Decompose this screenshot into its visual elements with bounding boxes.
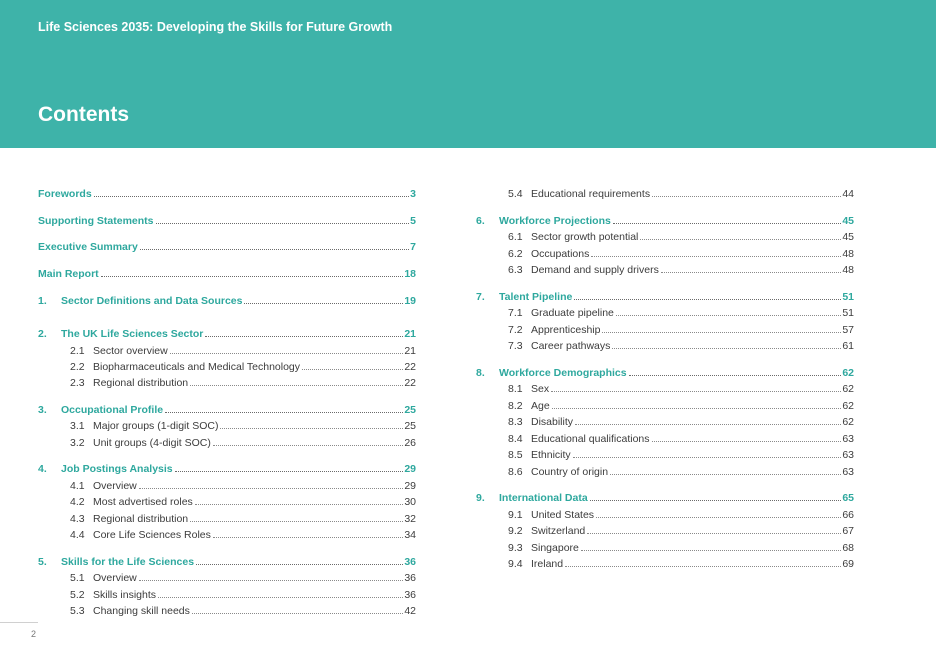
toc-entry-number: 3.2 [70, 437, 85, 449]
toc-entry-number: 4.3 [70, 513, 85, 525]
toc-entry-page: 29 [404, 463, 416, 475]
toc-entry-title: Sector Definitions and Data Sources [61, 295, 243, 307]
toc-entry-title: Workforce Projections [499, 215, 611, 227]
toc-entry-number: 8.2 [508, 400, 523, 412]
toc-entry-page: 21 [404, 328, 416, 340]
toc-entry-title: Job Postings Analysis [61, 463, 173, 475]
toc-entry-title: Occupational Profile [61, 404, 164, 416]
dot-leader [652, 196, 841, 197]
toc-entry-title: Career pathways [531, 340, 611, 352]
toc-entry-title: Educational qualifications [531, 433, 650, 445]
toc-entry-page: 48 [842, 248, 854, 260]
toc-entry-title: Core Life Sciences Roles [93, 529, 211, 541]
toc-entry-page: 61 [842, 340, 854, 352]
toc-entry-number: 9.1 [508, 509, 523, 521]
toc-entry-title: Skills for the Life Sciences [61, 556, 195, 568]
toc-entry-page: 63 [842, 449, 854, 461]
toc-entry[interactable] [508, 322, 854, 336]
toc-entry-page: 65 [842, 492, 854, 504]
toc-entry-page: 62 [842, 383, 854, 395]
toc-entry[interactable] [508, 246, 854, 260]
toc-entry[interactable] [508, 556, 854, 570]
toc-entry-title: Main Report [38, 268, 99, 280]
toc-entry[interactable] [508, 262, 854, 276]
toc-entry-number: 5.2 [70, 589, 85, 601]
toc-entry-number: 9.2 [508, 525, 523, 537]
toc-entry-number: 7. [476, 291, 485, 303]
toc-entry-number: 7.2 [508, 324, 523, 336]
toc-entry-title: Ireland [531, 558, 564, 570]
toc-entry-page: 22 [404, 361, 416, 373]
toc-entry-page: 66 [842, 509, 854, 521]
toc-entry-title: Regional distribution [93, 513, 189, 525]
page-number: 2 [31, 629, 37, 639]
toc-entry-number: 1. [38, 295, 47, 307]
toc-entry[interactable] [476, 490, 854, 504]
toc-entry-title: United States [531, 509, 595, 521]
dot-leader [587, 533, 841, 534]
toc-entry-page: 26 [404, 437, 416, 449]
document-title: Life Sciences 2035: Developing the Skills for Future Growth [38, 20, 393, 34]
toc-entry-number: 6.3 [508, 264, 523, 276]
toc-entry-page: 51 [842, 291, 854, 303]
toc-entry-number: 4. [38, 463, 47, 475]
toc-entry-number: 6.2 [508, 248, 523, 260]
toc-entry-page: 62 [842, 416, 854, 428]
toc-entry-title: Forewords [38, 188, 92, 200]
toc-entry-title: Sector growth potential [531, 231, 639, 243]
toc-entry[interactable] [508, 447, 854, 461]
toc-entry-page: 18 [404, 268, 416, 280]
toc-entry-title: Singapore [531, 542, 579, 554]
toc-entry[interactable] [476, 213, 854, 227]
toc-entry-page: 29 [404, 480, 416, 492]
toc-entry-page: 25 [404, 420, 416, 432]
toc-entry-title: Changing skill needs [93, 605, 190, 617]
toc-entry-page: 63 [842, 466, 854, 478]
toc-entry-page: 30 [404, 496, 416, 508]
toc-entry[interactable] [508, 381, 854, 395]
dot-leader [551, 391, 841, 392]
toc-entry-title: Country of origin [531, 466, 609, 478]
toc-entry-title: Apprenticeship [531, 324, 601, 336]
toc-entry-title: Skills insights [93, 589, 157, 601]
toc-entry-title: Regional distribution [93, 377, 189, 389]
toc-entry-number: 2. [38, 328, 47, 340]
toc-entry-title: Most advertised roles [93, 496, 193, 508]
toc-entry-title: Switzerland [531, 525, 586, 537]
toc-entry-page: 36 [404, 556, 416, 568]
toc-entry-page: 19 [404, 295, 416, 307]
toc-entry[interactable] [476, 289, 854, 303]
toc-entry-page: 44 [842, 188, 854, 200]
toc-entry-page: 7 [410, 241, 416, 253]
toc-entry-title: Age [531, 400, 550, 412]
toc-entry-number: 5.4 [508, 188, 523, 200]
dot-leader [575, 424, 841, 425]
dot-leader [616, 315, 841, 316]
toc-entry-number: 9.3 [508, 542, 523, 554]
toc-entry-page: 36 [404, 589, 416, 601]
toc-entry-number: 8.6 [508, 466, 523, 478]
toc-entry-page: 62 [842, 367, 854, 379]
toc-entry-page: 25 [404, 404, 416, 416]
toc-entry[interactable] [508, 414, 854, 428]
toc-entry-title: Biopharmaceuticals and Medical Technology [93, 361, 301, 373]
toc-entry-title: Sex [531, 383, 550, 395]
toc-entry-title: Demand and supply drivers [531, 264, 659, 276]
dot-leader [661, 272, 841, 273]
toc-entry-page: 48 [842, 264, 854, 276]
toc-entry-title: Overview [93, 572, 137, 584]
toc-entry-number: 8. [476, 367, 485, 379]
dot-leader [581, 550, 841, 551]
toc-entry-number: 4.1 [70, 480, 85, 492]
toc-entry-number: 3. [38, 404, 47, 416]
toc-entry-title: Supporting Statements [38, 215, 154, 227]
toc-entry-number: 9.4 [508, 558, 523, 570]
dot-leader [574, 299, 841, 300]
toc-entry-number: 8.1 [508, 383, 523, 395]
toc-entry-number: 5. [38, 556, 47, 568]
toc-entry-title: Talent Pipeline [499, 291, 573, 303]
toc-entry-page: 22 [404, 377, 416, 389]
toc-entry-title: Sector overview [93, 345, 168, 357]
dot-leader [552, 408, 842, 409]
toc-entry-page: 57 [842, 324, 854, 336]
toc-entry[interactable] [508, 431, 854, 445]
toc-entry-title: Overview [93, 480, 137, 492]
toc-entry-number: 2.3 [70, 377, 85, 389]
toc-entry-number: 6.1 [508, 231, 523, 243]
toc-entry-number: 8.3 [508, 416, 523, 428]
footer-divider [0, 622, 38, 623]
page-title: Contents [38, 103, 129, 126]
toc-entry-page: 42 [404, 605, 416, 617]
toc-entry[interactable] [508, 523, 854, 537]
toc-entry[interactable] [476, 365, 854, 379]
dot-leader [640, 239, 841, 240]
toc-entry-number: 4.4 [70, 529, 85, 541]
toc-entry-page: 51 [842, 307, 854, 319]
toc-entry[interactable] [508, 540, 854, 554]
toc-entry-number: 7.1 [508, 307, 523, 319]
toc-entry[interactable] [508, 338, 854, 352]
toc-entry-number: 5.3 [70, 605, 85, 617]
toc-entry-page: 36 [404, 572, 416, 584]
toc-entry-page: 62 [842, 400, 854, 412]
toc-entry-title: International Data [499, 492, 588, 504]
toc-entry[interactable] [508, 464, 854, 478]
toc-entry-page: 67 [842, 525, 854, 537]
dot-leader [591, 256, 841, 257]
toc-entry-page: 32 [404, 513, 416, 525]
toc-entry-title: Graduate pipeline [531, 307, 614, 319]
toc-entry-number: 2.1 [70, 345, 85, 357]
toc-entry-title: Educational requirements [531, 188, 651, 200]
toc-entry-number: 2.2 [70, 361, 85, 373]
toc-entry-page: 5 [410, 215, 416, 227]
toc-entry[interactable] [508, 398, 854, 412]
dot-leader [610, 474, 841, 475]
toc-entry[interactable] [508, 186, 854, 200]
dot-leader [613, 223, 841, 224]
toc-entry-page: 45 [842, 231, 854, 243]
toc-entry-title: Executive Summary [38, 241, 138, 253]
dot-leader [565, 566, 841, 567]
toc-entry-number: 7.3 [508, 340, 523, 352]
toc-entry-title: Workforce Demographics [499, 367, 627, 379]
toc-entry[interactable] [508, 507, 854, 521]
toc-entry-number: 8.5 [508, 449, 523, 461]
toc-entry-title: The UK Life Sciences Sector [61, 328, 204, 340]
dot-leader [596, 517, 841, 518]
toc-entry-page: 68 [842, 542, 854, 554]
toc-entry-title: Disability [531, 416, 574, 428]
toc-entry-page: 34 [404, 529, 416, 541]
toc-entry-page: 3 [410, 188, 416, 200]
dot-leader [612, 348, 841, 349]
dot-leader [652, 441, 842, 442]
dot-leader [590, 500, 842, 501]
toc-entry-title: Ethnicity [531, 449, 571, 461]
toc-entry-number: 8.4 [508, 433, 523, 445]
toc-entry-number: 5.1 [70, 572, 85, 584]
dot-leader [629, 375, 842, 376]
toc-entry-page: 69 [842, 558, 854, 570]
toc-entry-page: 45 [842, 215, 854, 227]
toc-entry-title: Unit groups (4-digit SOC) [93, 437, 211, 449]
toc-entry-number: 9. [476, 492, 485, 504]
toc-entry-page: 63 [842, 433, 854, 445]
dot-leader [573, 457, 842, 458]
toc-entry[interactable] [508, 229, 854, 243]
toc-entry-number: 4.2 [70, 496, 85, 508]
toc-entry-title: Occupations [531, 248, 590, 260]
toc-entry-title: Major groups (1-digit SOC) [93, 420, 219, 432]
toc-entry-page: 21 [404, 345, 416, 357]
toc-entry[interactable] [508, 305, 854, 319]
toc-entry-number: 3.1 [70, 420, 85, 432]
toc-entry-number: 6. [476, 215, 485, 227]
dot-leader [602, 332, 841, 333]
